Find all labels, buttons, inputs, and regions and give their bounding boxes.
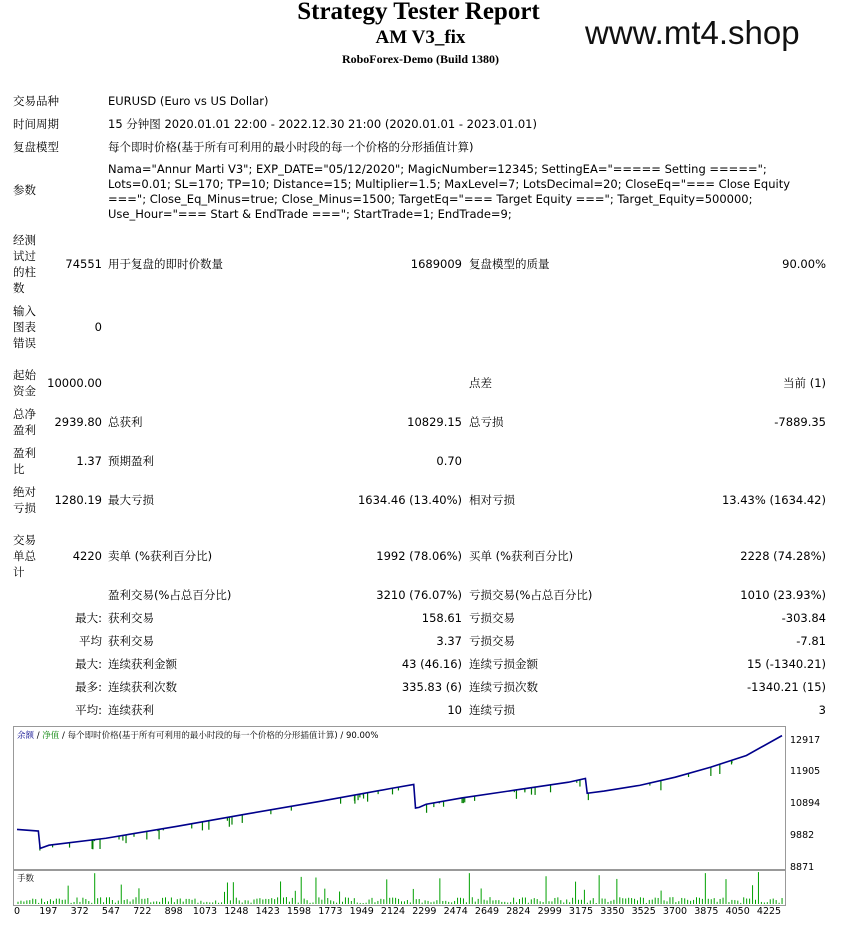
x-tick-label: 1773: [318, 906, 343, 917]
model-label: 复盘模型: [13, 140, 59, 154]
row-label-right: 连续亏损金额: [469, 657, 538, 671]
x-tick-label: 2824: [506, 906, 531, 917]
profit-factor-value: 1.37: [76, 454, 102, 468]
x-tick-label: 2474: [443, 906, 468, 917]
row-prefix: 最大:: [75, 657, 102, 671]
row-value-left: 10: [447, 703, 462, 717]
row-label-left: 连续获利次数: [108, 680, 177, 694]
deposit-value: 10000.00: [47, 376, 102, 390]
row-label-left: 连续获利: [108, 703, 154, 717]
watermark-text: www.mt4.shop: [585, 14, 800, 51]
rel-drawdown-label: 相对亏损: [469, 493, 515, 507]
y-tick-label: 8871: [790, 862, 815, 873]
symbol-label: 交易品种: [13, 94, 59, 108]
abs-drawdown-label: 绝对亏损: [13, 485, 36, 515]
x-tick-label: 547: [101, 906, 121, 917]
row-prefix: 平均: [79, 634, 102, 648]
balance-chart: [13, 726, 786, 870]
bars-label: 经测试过的柱数: [13, 233, 36, 295]
ticks-label: 用于复盘的即时价数量: [108, 257, 223, 271]
y-tick-label: 10894: [790, 798, 821, 809]
payoff-value: 0.70: [436, 454, 462, 468]
x-tick-label: 3875: [694, 906, 719, 917]
y-tick-label: 12917: [790, 735, 821, 746]
x-tick-label: 1598: [286, 906, 312, 917]
legend-equity: 净值: [42, 731, 60, 741]
y-tick-label: 9882: [790, 830, 815, 841]
model-value: 每个即时价格(基于所有可利用的最小时段的每一个价格的分形插值计算): [108, 140, 474, 154]
row-prefix: 最多:: [75, 680, 102, 694]
row-label-right: 连续亏损: [469, 703, 515, 717]
legend-balance: 余额: [17, 731, 35, 741]
profit-factor-label: 盈利比: [13, 446, 36, 476]
abs-drawdown-value: 1280.19: [54, 493, 102, 507]
row-label-left: 获利交易: [108, 634, 154, 648]
errors-value: 0: [94, 320, 102, 334]
x-tick-label: 898: [164, 906, 183, 917]
net-profit-value: 2939.80: [54, 415, 102, 429]
x-tick-label: 2124: [380, 906, 406, 917]
x-tick-label: 0: [13, 906, 21, 917]
gross-loss-label: 总亏损: [469, 415, 504, 429]
rel-drawdown-value: 13.43% (1634.42): [721, 493, 826, 507]
row-value-left: 43 (46.16): [401, 657, 462, 671]
quality-value: 90.00%: [782, 257, 826, 271]
x-tick-label: 197: [39, 906, 58, 917]
y-tick-label: 11905: [790, 766, 821, 777]
quality-label: 复盘模型的质量: [469, 257, 550, 271]
volume-chart: [13, 870, 786, 906]
row-label-left: 连续获利金额: [108, 657, 177, 671]
total-trades-value: 4220: [72, 549, 102, 563]
legend-text: / 每个即时价格(基于所有可利用的最小时段的每一个价格的分形插值计算) / 90.00%: [59, 731, 379, 741]
row-label-right: 亏损交易: [469, 611, 515, 625]
ticks-value: 1689009: [410, 257, 462, 271]
balance-line: [17, 736, 782, 849]
win-trades-value: 3210 (76.07%): [376, 588, 462, 602]
deposit-label: 起始资金: [13, 368, 36, 398]
x-tick-label: 722: [133, 906, 152, 917]
balance-chart-plot: [14, 727, 785, 869]
row-prefix: 平均:: [75, 703, 102, 717]
gross-profit-label: 总获利: [108, 415, 143, 429]
win-trades-label: 盈利交易(%占总百分比): [108, 588, 232, 602]
x-tick-label: 3175: [568, 906, 594, 917]
x-tick-label: 2299: [412, 906, 437, 917]
row-value-left: 3.37: [436, 634, 462, 648]
payoff-label: 预期盈利: [108, 454, 154, 468]
params-label: 参数: [13, 183, 36, 197]
x-tick-label: 372: [70, 906, 89, 917]
volume-chart-plot: [14, 871, 785, 905]
total-trades-label: 交易单总计: [13, 533, 36, 579]
report-title: Strategy Tester Report: [297, 0, 540, 25]
expert-name: AM V3_fix: [375, 27, 466, 48]
spread-label: 点差: [469, 376, 492, 390]
x-tick-label: 4225: [756, 906, 782, 917]
x-tick-label: 1423: [255, 906, 280, 917]
max-drawdown-value: 1634.46 (13.40%): [357, 493, 462, 507]
x-tick-label: 3525: [631, 906, 656, 917]
bars-value: 74551: [65, 257, 102, 271]
loss-trades-value: 1010 (23.93%): [740, 588, 826, 602]
row-value-left: 335.83 (6): [401, 680, 462, 694]
row-label-right: 连续亏损次数: [469, 680, 538, 694]
net-profit-label: 总净盈利: [13, 407, 36, 437]
x-tick-label: 1949: [349, 906, 374, 917]
row-value-right: -303.84: [781, 611, 826, 625]
row-value-left: 158.61: [421, 611, 462, 625]
spread-value: 当前 (1): [783, 376, 826, 390]
row-prefix: 最大:: [75, 611, 102, 625]
errors-label: 输入图表错误: [13, 304, 36, 350]
gross-loss-value: -7889.35: [774, 415, 826, 429]
row-value-right: -1340.21 (15): [747, 680, 826, 694]
row-label-right: 亏损交易: [469, 634, 515, 648]
loss-trades-label: 亏损交易(%占总百分比): [469, 588, 593, 602]
row-value-right: 15 (-1340.21): [747, 657, 826, 671]
period-label: 时间周期: [13, 117, 59, 131]
short-value: 1992 (78.06%): [376, 549, 462, 563]
period-value: 15 分钟图 2020.01.01 22:00 - 2022.12.30 21:00 (2020.01.01 - 2023.01.01): [108, 117, 537, 131]
row-label-left: 获利交易: [108, 611, 154, 625]
gross-profit-value: 10829.15: [407, 415, 462, 429]
symbol-value: EURUSD (Euro vs US Dollar): [108, 94, 269, 108]
x-tick-label: 1248: [224, 906, 249, 917]
x-tick-label: 4050: [725, 906, 750, 917]
x-tick-label: 1073: [192, 906, 218, 917]
x-tick-label: 3700: [662, 906, 688, 917]
x-tick-label: 2999: [537, 906, 562, 917]
x-tick-label: 2649: [474, 906, 500, 917]
legend-separator: /: [34, 731, 43, 741]
long-value: 2228 (74.28%): [740, 549, 826, 563]
row-value-right: 3: [818, 703, 826, 717]
params-value: Nama="Annur Marti V3"; EXP_DATE="05/12/2020"; MagicNumber=12345; SettingEA="===== Setting ====="; Lots=0.01; SL=170; TP=10; Distance=15; Multiplier=1.5; MaxLevel=7; LotsDecimal=20; CloseEq="=== Close Equity ==="; Close_Eq_Minus=true; Close_Minus=1500; TargetEq="=== Target Equity ==="; Target_Equity=500000; Use_Hour="=== Start & EndTrade ==="; StartTrade=1; EndTrade=9;: [108, 162, 791, 221]
server-build: RoboForex-Demo (Build 1380): [341, 52, 500, 66]
long-label: 买单 (%获利百分比): [469, 549, 574, 563]
row-value-right: -7.81: [796, 634, 826, 648]
x-tick-label: 3350: [600, 906, 625, 917]
max-drawdown-label: 最大亏损: [108, 493, 154, 507]
short-label: 卖单 (%获利百分比): [108, 549, 213, 563]
volume-label: 手数: [17, 874, 35, 884]
